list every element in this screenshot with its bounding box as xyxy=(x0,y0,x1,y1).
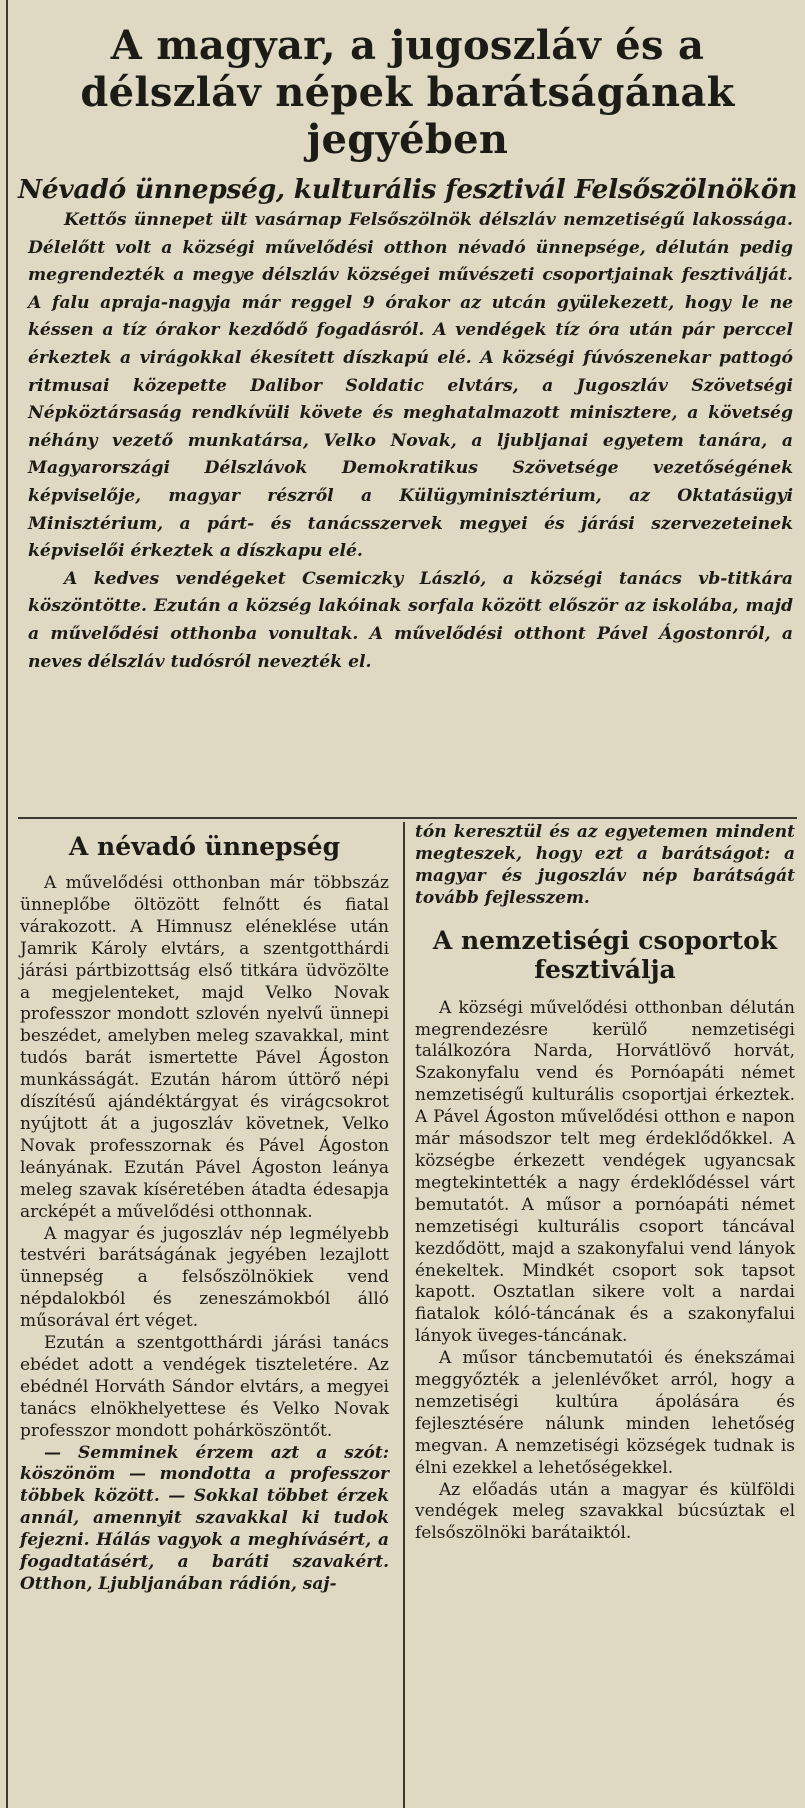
lead-paragraph-2: A kedves vendégeket Csemiczky László, a községi tanács vb-titkára köszöntötte. Ezután a község lakóinak sorfala között először az iskolába, majd a művelődési otthonba vonultak. A művelődési otthont Pável Ágostonról, a neves délszláv tudósról nevezték el. xyxy=(28,568,793,672)
body-paragraph: A műsor táncbemutatói és énekszámai meggyőzték a jelenlévőket arról, hogy a nemzetiségi kultúra ápolására és fejlesztésére nálunk minden lehetőség megvan. A nemzetiségi községek tudnak is élni ezekkel a lehetőségekkel. xyxy=(415,1348,795,1478)
article-subtitle: Névadó ünnepség, kulturális fesztivál Felsőszölnökön xyxy=(17,174,798,205)
column-separator xyxy=(403,822,405,1808)
section-title-festival: A nemzetiségi csoportok fesztiválja xyxy=(432,925,778,984)
lead-paragraph-1: Kettős ünnepet ült vasárnap Felsőszölnök délszláv nemzetiségű lakossága. Délelőtt volt a községi művelődési otthon névadó ünnepsége, délután pedig megrendezték a megye délszláv községei művészeti csoportjainak fesztiválját. A falu apraja-nagyja már reggel 9 órakor az utcán gyülekezett, hogy le ne késsen a tíz órakor kezdődő fogadásról. A vendégek tíz óra után pár perccel érkeztek a virágokkal ékesített díszkapú elé. A községi fúvószenekar pattogó ritmusai közepette Dalibor Soldatic elvtárs, a Jugoszláv Szövetségi Népköztársaság rendkívüli követe és meghatalmazott minisztere, a követség néhány vezető munkatársa, Velko Novak, a ljubljanai egyetem tanára, a Magyarországi Délszlávok Demokratikus Szövetsége vezetőségének képviselője, magyar részről a Külügyminisztérium, az Oktatásügyi Minisztérium, a párt- és tanácsszervek megyei és járási szervezeteinek képviselői érkeztek a díszkapu elé. xyxy=(28,210,793,562)
quote-paragraph: — Semminek érzem azt a szót: köszönöm — mondotta a professzor többek között. — Sokkal többet érzek annál, amennyit szavakkal ki tudok fejezni. Hálás vagyok a meghívásért, a fogadtatásért, a baráti szavakért. Otthon, Ljubljanában rádión, saj- xyxy=(20,1442,389,1594)
body-paragraph: A magyar és jugoszláv nép legmélyebb testvéri barátságának jegyében lezajlott ünnepség a felsőszölnökiek vend népdalokból és zeneszámokból álló műsorával ért véget. xyxy=(20,1223,389,1332)
horizontal-rule xyxy=(18,817,797,819)
article-headline: A magyar, a jugoszláv és a délszláv népek barátságának jegyében xyxy=(80,22,735,163)
right-column xyxy=(415,822,795,1808)
quote-continuation: tón keresztül és az egyetemen mindent megteszek, hogy ezt a barátságot: a magyar és jugoszláv nép barátságát tovább fejlesszem. xyxy=(415,822,795,908)
body-paragraph: A községi művelődési otthonban délután megrendezésre kerülő nemzetiségi találkozóra Narda, Horvátlövő horvát, Szakonyfalu vend és Pornóapáti német nemzetiségű kulturális csoportjai érkeztek. A Pável Ágoston művelődési otthon e napon már másodszor telt meg érdeklődőkkel. A községbe érkezett vendégek ugyancsak megtekintették a nagy érdeklődéssel várt bemutatót. A műsor a pornóapáti német nemzetiségi kulturális csoport táncával kezdődött, majd a szakonyfalui vend lányok énekeltek. Mindkét csoport sok tapsot kapott. Osztatlan sikere volt a nardai fiatalok kóló-táncának és a szakonyfalui lányok üveges-táncának. xyxy=(415,997,795,1347)
body-paragraph: Az előadás után a magyar és külföldi vendégek meleg szavakkal búcsúztak el felsőszölnöki barátaiktól. xyxy=(415,1479,795,1544)
left-column xyxy=(20,822,389,1808)
section-title-naming-ceremony: A névadó ünnepség xyxy=(68,832,341,861)
body-paragraph: Ezután a szentgotthárdi járási tanács ebédet adott a vendégek tiszteletére. Az ebédnél Horváth Sándor elvtárs, a megyei tanács elnökhelyettese és Velko Novak professzor mondott pohárköszöntőt. xyxy=(20,1333,389,1441)
article-lead xyxy=(28,207,793,676)
body-paragraph: A művelődési otthonban már többszáz ünneplőbe öltözött felnőtt és fiatal várakozott. A Himnusz eléneklése után Jamrik Károly elvtárs, a szentgotthárdi járási pártbizottság első titkára üdvözölte a megjelenteket, majd Velko Novak professzor mondott szlovén nyelvű ünnepi beszédet, amelyben meleg szavakkal, mint tudós barát ismertette Pável Ágoston munkásságát. Ezután három úttörő népi díszítésű ajándéktárgyat és virágcsokrot nyújtott át a jugoszláv követnek, Velko Novak professzornak és Pável Ágoston leányának. Ezután Pável Ágoston leánya meleg szavak kíséretében átadta édesapja arcképét a művelődési otthonnak. xyxy=(20,873,389,1222)
